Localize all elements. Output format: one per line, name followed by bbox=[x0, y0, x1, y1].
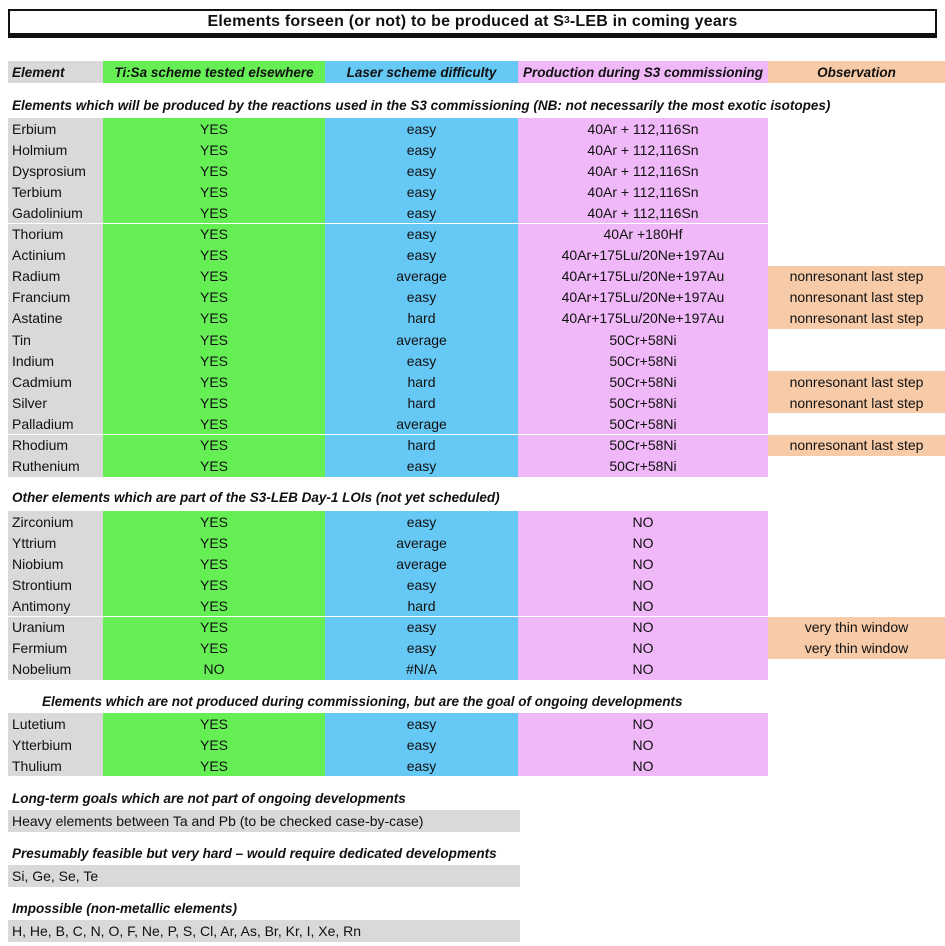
tisa-cell: YES bbox=[103, 713, 325, 734]
title-suffix: -LEB in coming years bbox=[569, 13, 738, 30]
observation-cell: nonresonant last step bbox=[768, 266, 945, 287]
production-cell: NO bbox=[518, 713, 768, 734]
difficulty-cell: easy bbox=[325, 638, 518, 659]
production-cell: 50Cr+58Ni bbox=[518, 350, 768, 371]
difficulty-cell: easy bbox=[325, 713, 518, 734]
observation-cell bbox=[768, 224, 945, 245]
observation-cell: nonresonant last step bbox=[768, 287, 945, 308]
production-cell: 40Ar +180Hf bbox=[518, 224, 768, 245]
difficulty-cell: average bbox=[325, 553, 518, 574]
observation-cell bbox=[768, 202, 945, 223]
title-text: Elements forseen (or not) to be produced at S bbox=[207, 13, 565, 30]
difficulty-cell: easy bbox=[325, 734, 518, 755]
difficulty-cell: hard bbox=[325, 308, 518, 329]
element-cell: Tin bbox=[8, 329, 103, 350]
production-cell: 50Cr+58Ni bbox=[518, 413, 768, 434]
tisa-cell: YES bbox=[103, 638, 325, 659]
element-cell: Fermium bbox=[8, 638, 103, 659]
production-cell: NO bbox=[518, 617, 768, 638]
element-cell: Uranium bbox=[8, 617, 103, 638]
production-cell: 50Cr+58Ni bbox=[518, 435, 768, 456]
production-cell: 40Ar+175Lu/20Ne+197Au bbox=[518, 308, 768, 329]
element-cell: Indium bbox=[8, 350, 103, 371]
production-cell: NO bbox=[518, 755, 768, 776]
production-cell: 40Ar + 112,116Sn bbox=[518, 118, 768, 139]
tisa-cell: YES bbox=[103, 532, 325, 553]
tisa-cell: YES bbox=[103, 574, 325, 595]
tisa-cell: YES bbox=[103, 413, 325, 434]
difficulty-cell: average bbox=[325, 532, 518, 553]
observation-cell bbox=[768, 160, 945, 181]
element-cell: Astatine bbox=[8, 308, 103, 329]
table-row bbox=[8, 287, 945, 308]
observation-cell bbox=[768, 553, 945, 574]
table-row bbox=[8, 413, 945, 434]
observation-cell bbox=[768, 139, 945, 160]
production-cell: 40Ar + 112,116Sn bbox=[518, 202, 768, 223]
difficulty-cell: hard bbox=[325, 595, 518, 616]
production-cell: 50Cr+58Ni bbox=[518, 371, 768, 392]
element-cell: Thulium bbox=[8, 755, 103, 776]
difficulty-cell: easy bbox=[325, 755, 518, 776]
page-title bbox=[8, 9, 937, 38]
table-row bbox=[8, 553, 945, 574]
tisa-cell: YES bbox=[103, 329, 325, 350]
tisa-cell: YES bbox=[103, 160, 325, 181]
table-header bbox=[8, 61, 945, 83]
table-row bbox=[8, 160, 945, 181]
header-difficulty: Laser scheme difficulty bbox=[325, 61, 518, 83]
section4-title: Long-term goals which are not part of ongoing developments bbox=[12, 791, 406, 806]
observation-cell bbox=[768, 456, 945, 477]
observation-cell: very thin window bbox=[768, 617, 945, 638]
tisa-cell: YES bbox=[103, 287, 325, 308]
observation-cell bbox=[768, 659, 945, 680]
section3-title: Elements which are not produced during commissioning, but are the goal of ongoing developments bbox=[42, 694, 683, 709]
production-cell: 50Cr+58Ni bbox=[518, 329, 768, 350]
title-superscript: 3 bbox=[564, 14, 570, 26]
tisa-cell: YES bbox=[103, 392, 325, 413]
observation-cell: nonresonant last step bbox=[768, 308, 945, 329]
table-row bbox=[8, 511, 945, 532]
element-cell: Thorium bbox=[8, 224, 103, 245]
observation-cell: nonresonant last step bbox=[768, 392, 945, 413]
tisa-cell: YES bbox=[103, 617, 325, 638]
table-row bbox=[8, 202, 945, 223]
element-cell: Radium bbox=[8, 266, 103, 287]
production-cell: 50Cr+58Ni bbox=[518, 456, 768, 477]
difficulty-cell: easy bbox=[325, 181, 518, 202]
observation-cell bbox=[768, 329, 945, 350]
difficulty-cell: easy bbox=[325, 511, 518, 532]
observation-cell bbox=[768, 713, 945, 734]
difficulty-cell: easy bbox=[325, 202, 518, 223]
element-cell: Antimony bbox=[8, 595, 103, 616]
header-production: Production during S3 commissioning bbox=[518, 61, 768, 83]
element-cell: Niobium bbox=[8, 553, 103, 574]
tisa-cell: YES bbox=[103, 266, 325, 287]
table-row bbox=[8, 118, 945, 139]
element-cell: Ytterbium bbox=[8, 734, 103, 755]
section5-content: Si, Ge, Se, Te bbox=[8, 865, 520, 887]
difficulty-cell: hard bbox=[325, 435, 518, 456]
observation-cell bbox=[768, 532, 945, 553]
observation-cell bbox=[768, 118, 945, 139]
table-row bbox=[8, 574, 945, 595]
header-tisa: Ti:Sa scheme tested elsewhere bbox=[103, 61, 325, 83]
difficulty-cell: hard bbox=[325, 371, 518, 392]
difficulty-cell: easy bbox=[325, 617, 518, 638]
difficulty-cell: easy bbox=[325, 574, 518, 595]
table-row bbox=[8, 435, 945, 456]
tisa-cell: YES bbox=[103, 456, 325, 477]
table-row bbox=[8, 638, 945, 659]
difficulty-cell: easy bbox=[325, 350, 518, 371]
table-row bbox=[8, 308, 945, 329]
production-cell: NO bbox=[518, 553, 768, 574]
element-cell: Yttrium bbox=[8, 532, 103, 553]
observation-cell: nonresonant last step bbox=[768, 435, 945, 456]
table-row bbox=[8, 755, 945, 776]
header-observation: Observation bbox=[768, 61, 945, 83]
section6-title: Impossible (non-metallic elements) bbox=[12, 901, 238, 916]
table-row bbox=[8, 181, 945, 202]
element-cell: Strontium bbox=[8, 574, 103, 595]
tisa-cell: YES bbox=[103, 308, 325, 329]
production-cell: 40Ar + 112,116Sn bbox=[518, 160, 768, 181]
section1-title: Elements which will be produced by the reactions used in the S3 commissioning (NB: not necessarily the most exotic isotopes) bbox=[12, 98, 831, 113]
difficulty-cell: easy bbox=[325, 287, 518, 308]
tisa-cell: YES bbox=[103, 139, 325, 160]
difficulty-cell: easy bbox=[325, 245, 518, 266]
observation-cell bbox=[768, 511, 945, 532]
table-row bbox=[8, 659, 945, 680]
observation-cell bbox=[768, 755, 945, 776]
difficulty-cell: #N/A bbox=[325, 659, 518, 680]
element-cell: Francium bbox=[8, 287, 103, 308]
element-cell: Terbium bbox=[8, 181, 103, 202]
table-row bbox=[8, 617, 945, 638]
section6-content: H, He, B, C, N, O, F, Ne, P, S, Cl, Ar, As, Br, Kr, I, Xe, Rn bbox=[8, 920, 520, 942]
difficulty-cell: average bbox=[325, 413, 518, 434]
observation-cell bbox=[768, 595, 945, 616]
table-row bbox=[8, 224, 945, 245]
production-cell: 40Ar+175Lu/20Ne+197Au bbox=[518, 266, 768, 287]
table-row bbox=[8, 139, 945, 160]
production-cell: 40Ar+175Lu/20Ne+197Au bbox=[518, 287, 768, 308]
tisa-cell: YES bbox=[103, 224, 325, 245]
tisa-cell: YES bbox=[103, 595, 325, 616]
element-cell: Cadmium bbox=[8, 371, 103, 392]
element-cell: Actinium bbox=[8, 245, 103, 266]
element-cell: Nobelium bbox=[8, 659, 103, 680]
tisa-cell: YES bbox=[103, 350, 325, 371]
production-cell: 40Ar+175Lu/20Ne+197Au bbox=[518, 245, 768, 266]
table-row bbox=[8, 392, 945, 413]
observation-cell bbox=[768, 734, 945, 755]
difficulty-cell: easy bbox=[325, 224, 518, 245]
production-cell: NO bbox=[518, 659, 768, 680]
tisa-cell: YES bbox=[103, 371, 325, 392]
production-cell: 50Cr+58Ni bbox=[518, 392, 768, 413]
table-row bbox=[8, 456, 945, 477]
table-row bbox=[8, 266, 945, 287]
table-row bbox=[8, 371, 945, 392]
table-row bbox=[8, 713, 945, 734]
element-cell: Palladium bbox=[8, 413, 103, 434]
table-row bbox=[8, 245, 945, 266]
tisa-cell: YES bbox=[103, 734, 325, 755]
element-cell: Silver bbox=[8, 392, 103, 413]
element-cell: Gadolinium bbox=[8, 202, 103, 223]
tisa-cell: YES bbox=[103, 435, 325, 456]
production-cell: 40Ar + 112,116Sn bbox=[518, 181, 768, 202]
difficulty-cell: easy bbox=[325, 160, 518, 181]
tisa-cell: YES bbox=[103, 202, 325, 223]
production-cell: NO bbox=[518, 734, 768, 755]
tisa-cell: YES bbox=[103, 755, 325, 776]
tisa-cell: YES bbox=[103, 245, 325, 266]
difficulty-cell: easy bbox=[325, 456, 518, 477]
observation-cell: very thin window bbox=[768, 638, 945, 659]
difficulty-cell: average bbox=[325, 329, 518, 350]
production-cell: NO bbox=[518, 511, 768, 532]
production-cell: NO bbox=[518, 532, 768, 553]
table-row bbox=[8, 595, 945, 616]
tisa-cell: YES bbox=[103, 511, 325, 532]
difficulty-cell: easy bbox=[325, 139, 518, 160]
element-cell: Holmium bbox=[8, 139, 103, 160]
table-row bbox=[8, 532, 945, 553]
difficulty-cell: hard bbox=[325, 392, 518, 413]
table-row bbox=[8, 734, 945, 755]
table-row bbox=[8, 329, 945, 350]
element-cell: Erbium bbox=[8, 118, 103, 139]
section2-title: Other elements which are part of the S3-LEB Day-1 LOIs (not yet scheduled) bbox=[12, 490, 500, 505]
difficulty-cell: easy bbox=[325, 118, 518, 139]
element-cell: Rhodium bbox=[8, 435, 103, 456]
production-cell: NO bbox=[518, 638, 768, 659]
difficulty-cell: average bbox=[325, 266, 518, 287]
table-row bbox=[8, 350, 945, 371]
tisa-cell: YES bbox=[103, 181, 325, 202]
observation-cell bbox=[768, 245, 945, 266]
observation-cell bbox=[768, 350, 945, 371]
section5-title: Presumably feasible but very hard – would require dedicated developments bbox=[12, 846, 497, 861]
tisa-cell: NO bbox=[103, 659, 325, 680]
element-cell: Dysprosium bbox=[8, 160, 103, 181]
observation-cell bbox=[768, 413, 945, 434]
element-cell: Lutetium bbox=[8, 713, 103, 734]
element-cell: Ruthenium bbox=[8, 456, 103, 477]
tisa-cell: YES bbox=[103, 118, 325, 139]
tisa-cell: YES bbox=[103, 553, 325, 574]
observation-cell bbox=[768, 181, 945, 202]
element-cell: Zirconium bbox=[8, 511, 103, 532]
production-cell: 40Ar + 112,116Sn bbox=[518, 139, 768, 160]
production-cell: NO bbox=[518, 574, 768, 595]
header-element: Element bbox=[8, 61, 103, 83]
observation-cell: nonresonant last step bbox=[768, 371, 945, 392]
section4-content: Heavy elements between Ta and Pb (to be checked case-by-case) bbox=[8, 810, 520, 832]
observation-cell bbox=[768, 574, 945, 595]
production-cell: NO bbox=[518, 595, 768, 616]
